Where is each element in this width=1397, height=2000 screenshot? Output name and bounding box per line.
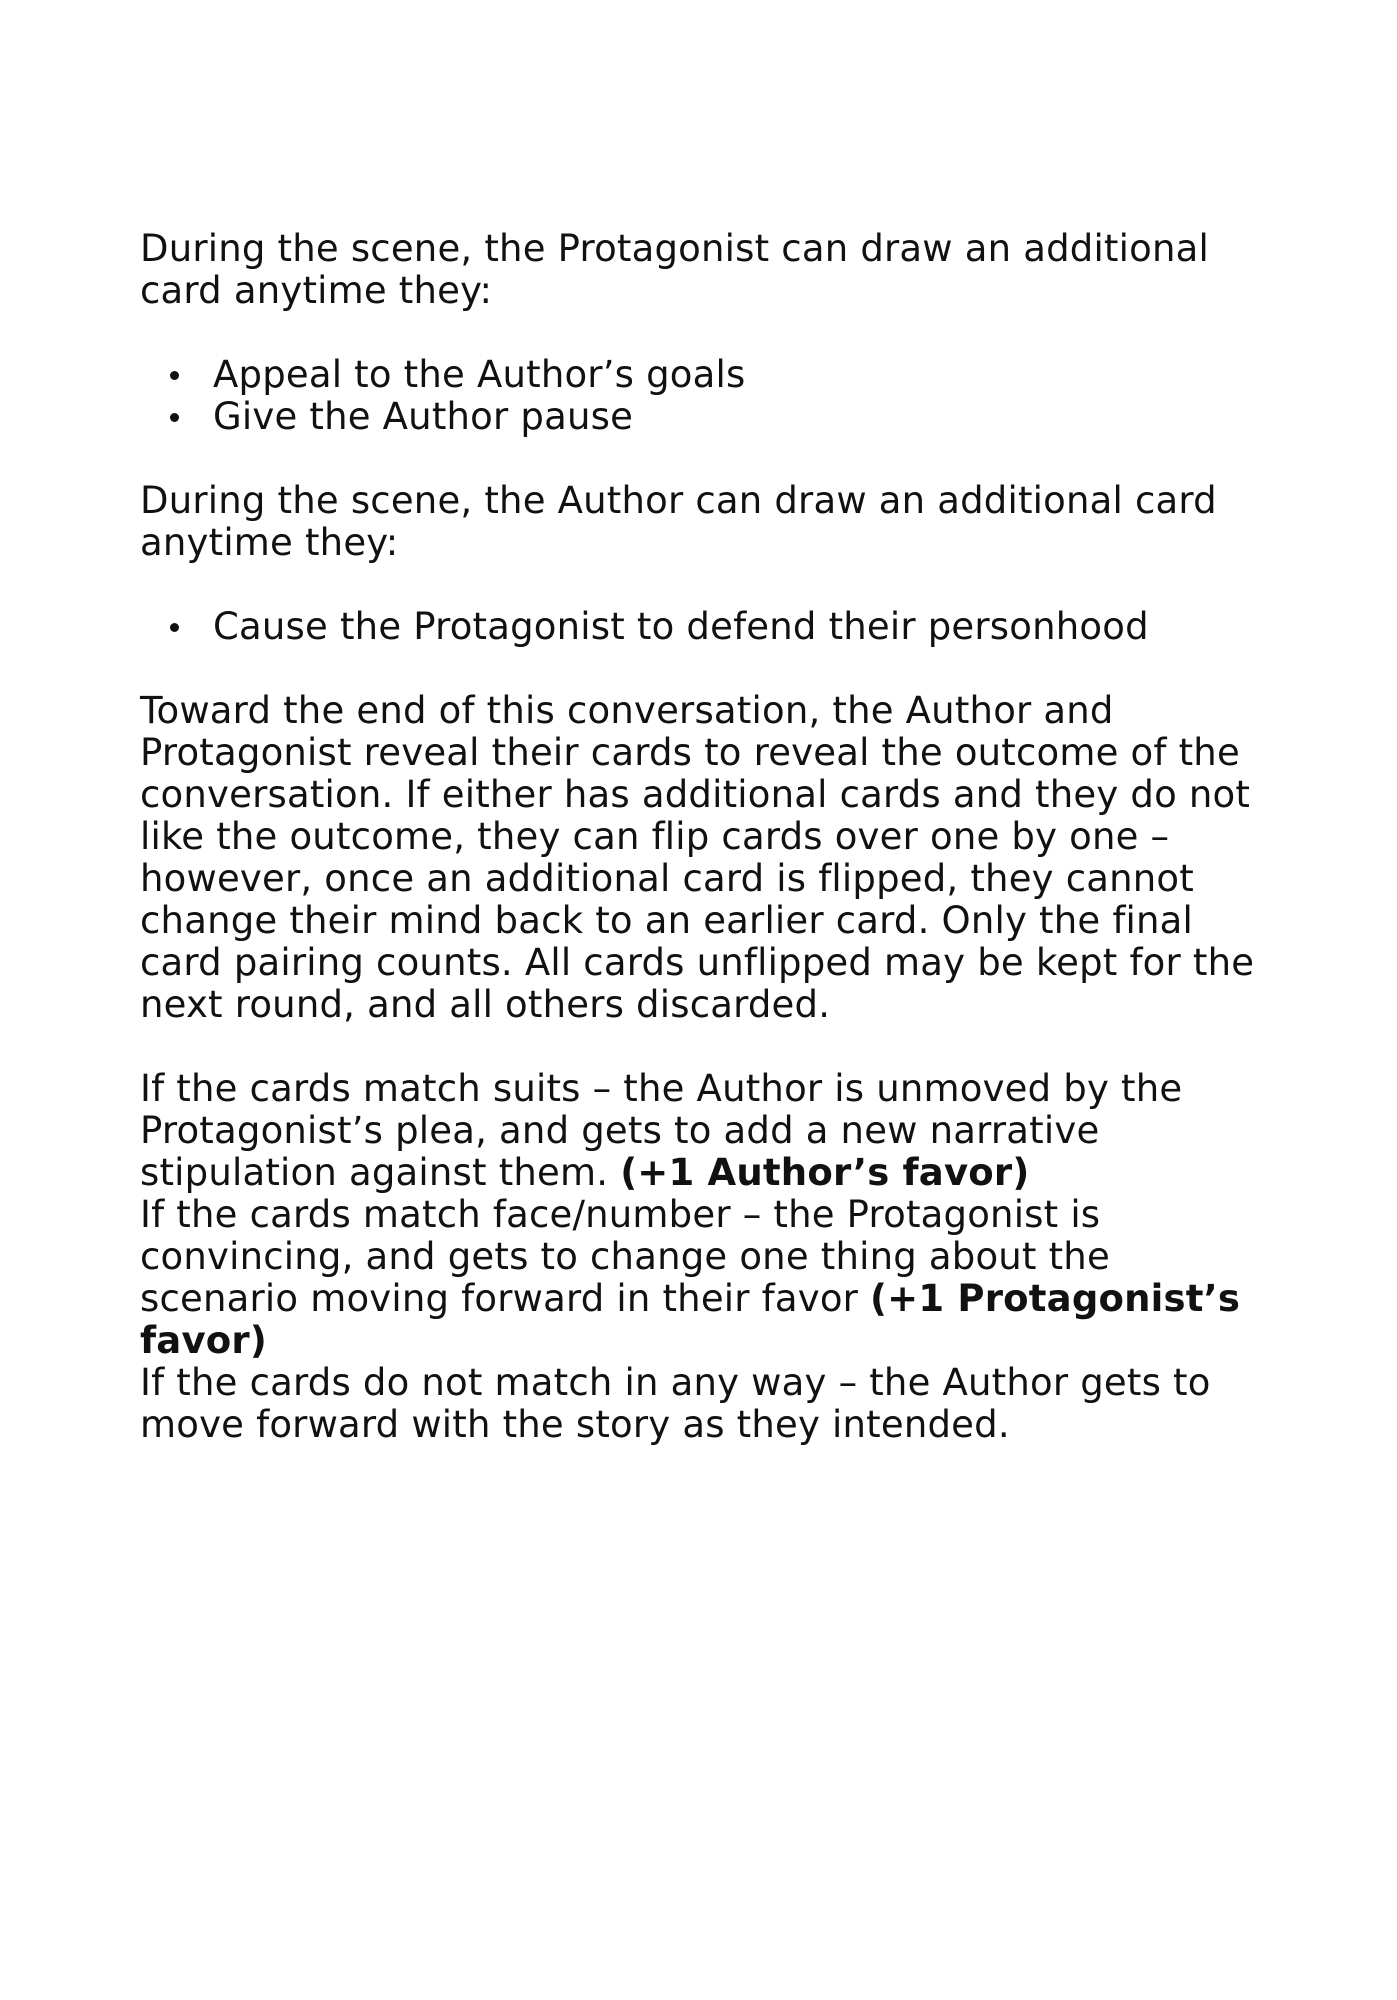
outcome-face-text: If the cards match face/number – the Protagonist is convincing, and gets to change one thing about the scenario moving forward in their favor	[140, 1193, 1110, 1320]
rules-page	[140, 228, 1270, 1446]
list-item: Appeal to the Author’s goals	[140, 354, 1270, 396]
spacer	[140, 438, 1270, 480]
spacer	[140, 564, 1270, 606]
author-favor-bonus: (+1 Author’s favor)	[620, 1151, 1030, 1194]
reveal-paragraph: Toward the end of this conversation, the Author and Protagonist reveal their cards to reveal the outcome of the conversation. If either has additional cards and they do not like the outcome, they can flip cards over one by one – however, once an additional card is flipped, they cannot change their mind back to an earlier card. Only the final card pairing counts. All cards unflipped may be kept for the next round, and all others discarded.	[140, 689, 1255, 1026]
outcome-face	[140, 1194, 1270, 1362]
list-item: Give the Author pause	[140, 396, 1270, 438]
spacer	[140, 312, 1270, 354]
spacer	[140, 648, 1270, 690]
outcome-suits-text: If the cards match suits – the Author is unmoved by the Protagonist’s plea, and gets to add a new narrative stipulation against them.	[140, 1067, 1183, 1194]
outcome-no-match: If the cards do not match in any way – the Author gets to move forward with the story as they intended.	[140, 1361, 1211, 1446]
list-item: Cause the Protagonist to defend their personhood	[140, 606, 1270, 648]
protagonist-intro: During the scene, the Protagonist can draw an additional card anytime they:	[140, 227, 1209, 312]
author-bullet-list	[140, 606, 1270, 648]
author-intro: During the scene, the Author can draw an additional card anytime they:	[140, 479, 1217, 564]
protagonist-bullet-list	[140, 354, 1270, 438]
spacer	[140, 1026, 1270, 1068]
protagonist-favor-bonus: (+1 Protagonist’s favor)	[140, 1277, 1241, 1362]
outcome-suits	[140, 1068, 1270, 1194]
